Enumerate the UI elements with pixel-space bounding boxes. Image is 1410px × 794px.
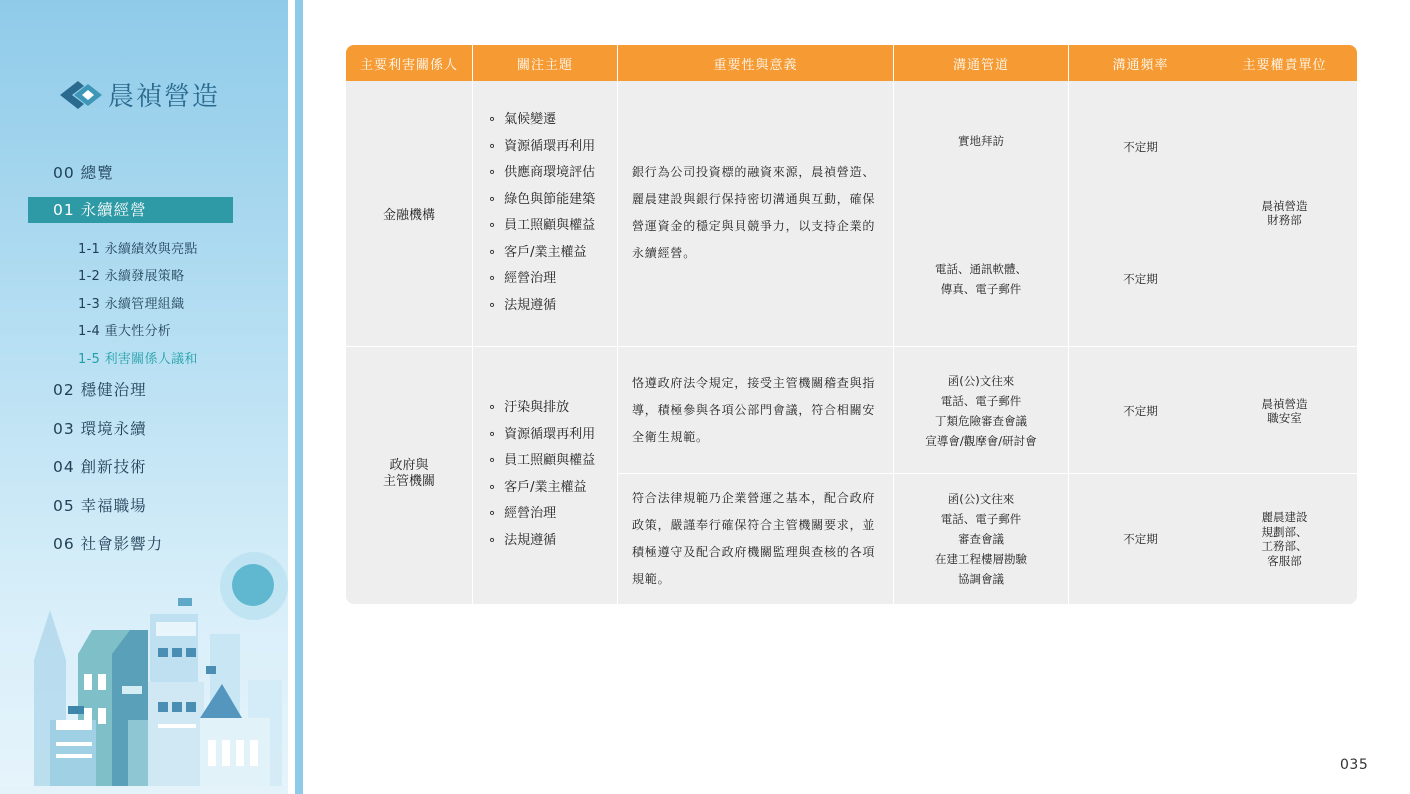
header-stakeholder: 主要利害關係人 xyxy=(346,45,472,81)
sub-item-organization[interactable]: 1-3 永續管理組織 xyxy=(78,297,185,312)
list-item: ∘ 經營治理 xyxy=(488,266,616,293)
unit-text: 晨禎營造 財務部 xyxy=(1261,199,1308,227)
grid-line xyxy=(1068,45,1069,604)
channel-text: 函(公)文往來 電話、電子郵件 丁類危險審查會議 宣導會/觀摩會/研討會 xyxy=(925,374,1037,448)
stakeholder-government: 政府與 主管機關 xyxy=(382,458,435,489)
unit-text: 麗晨建設 規劃部、 工務部、 客服部 xyxy=(1261,510,1308,568)
grid-line xyxy=(617,45,618,604)
channel-text: 實地拜訪 xyxy=(958,134,1004,148)
nav-item-workplace[interactable]: 05 幸福職場 xyxy=(53,497,147,515)
topic-list xyxy=(488,395,616,554)
stakeholder-table xyxy=(346,45,1357,604)
sub-item-strategy[interactable]: 1-2 永續發展策略 xyxy=(78,269,185,284)
list-item: ∘ 資源循環再利用 xyxy=(488,134,616,161)
header-topics: 關注主題 xyxy=(473,45,617,81)
list-item: ∘ 綠色與節能建築 xyxy=(488,187,616,214)
logo-mark-icon xyxy=(58,79,104,111)
nav-item-environment[interactable]: 03 環境永續 xyxy=(53,420,147,438)
list-item: ∘ 員工照顧與權益 xyxy=(488,213,616,240)
frequency-text: 不定期 xyxy=(1123,140,1158,154)
nav-item-innovation[interactable]: 04 創新技術 xyxy=(53,458,147,476)
stakeholder-financial: 金融機構 xyxy=(382,208,435,223)
nav-item-overview[interactable]: 00 總覽 xyxy=(53,164,114,182)
sub-item-performance[interactable]: 1-1 永續績效與亮點 xyxy=(78,242,198,257)
header-frequency: 溝通頻率 xyxy=(1069,45,1212,81)
frequency-text: 不定期 xyxy=(1123,532,1158,546)
company-name: 晨禎營造 xyxy=(108,82,221,112)
frequency-text: 不定期 xyxy=(1123,404,1158,418)
list-item: ∘ 氣候變遷 xyxy=(488,107,616,134)
significance-text: 銀行為公司投資標的融資來源，晨禎營造、麗晨建設與銀行保持密切溝通與互動，確保營運資金的穩定與貝競爭力，以支持企業的永續經營。 xyxy=(632,165,876,260)
grid-line xyxy=(472,45,473,604)
list-item: ∘ 法規遵循 xyxy=(488,528,616,555)
nav-item-governance[interactable]: 02 穩健治理 xyxy=(53,381,147,399)
nav-item-social-impact[interactable]: 06 社會影響力 xyxy=(53,535,164,553)
list-item: ∘ 供應商環境評估 xyxy=(488,160,616,187)
sub-item-materiality[interactable]: 1-4 重大性分析 xyxy=(78,324,172,339)
frequency-text: 不定期 xyxy=(1123,272,1158,286)
page-number: 035 xyxy=(1340,757,1369,773)
header-significance: 重要性與意義 xyxy=(618,45,893,81)
list-item: ∘ 客戶/業主權益 xyxy=(488,475,616,502)
unit-text: 晨禎營造 職安室 xyxy=(1261,397,1308,425)
divider-stripe-blue xyxy=(295,0,303,794)
significance-text: 符合法律規範乃企業營運之基本，配合政府政策，嚴謹奉行確保符合主管機關要求，並積極遵守及配合政府機關監理與查核的各項規範。 xyxy=(632,491,876,586)
channel-text: 電話、通訊軟體、 傳真、電子郵件 xyxy=(935,262,1027,296)
list-item: ∘ 汙染與排放 xyxy=(488,395,616,422)
company-logo[interactable] xyxy=(58,76,220,113)
city-skyline-illustration xyxy=(0,590,288,794)
header-channels: 溝通管道 xyxy=(894,45,1068,81)
nav-item-sustainable-operation[interactable]: 01 永續經營 xyxy=(28,197,233,223)
list-item: ∘ 員工照顧與權益 xyxy=(488,448,616,475)
divider-stripe xyxy=(288,0,295,794)
topic-list xyxy=(488,107,616,319)
significance-text: 恪遵政府法令規定，接受主管機關稽查與指導，積極參與各項公部門會議，符合相關安全衛生規範。 xyxy=(632,376,876,444)
header-unit: 主要權責單位 xyxy=(1212,45,1357,81)
grid-line xyxy=(346,346,1357,347)
list-item: ∘ 客戶/業主權益 xyxy=(488,240,616,267)
grid-line xyxy=(618,473,1357,474)
channel-text: 函(公)文往來 電話、電子郵件 審查會議 在建工程樓層勘驗 協調會議 xyxy=(935,492,1027,586)
list-item: ∘ 資源循環再利用 xyxy=(488,422,616,449)
sub-item-stakeholder[interactable]: 1-5 利害關係人議和 xyxy=(78,352,198,367)
sidebar xyxy=(0,0,288,794)
list-item: ∘ 法規遵循 xyxy=(488,293,616,320)
list-item: ∘ 經營治理 xyxy=(488,501,616,528)
